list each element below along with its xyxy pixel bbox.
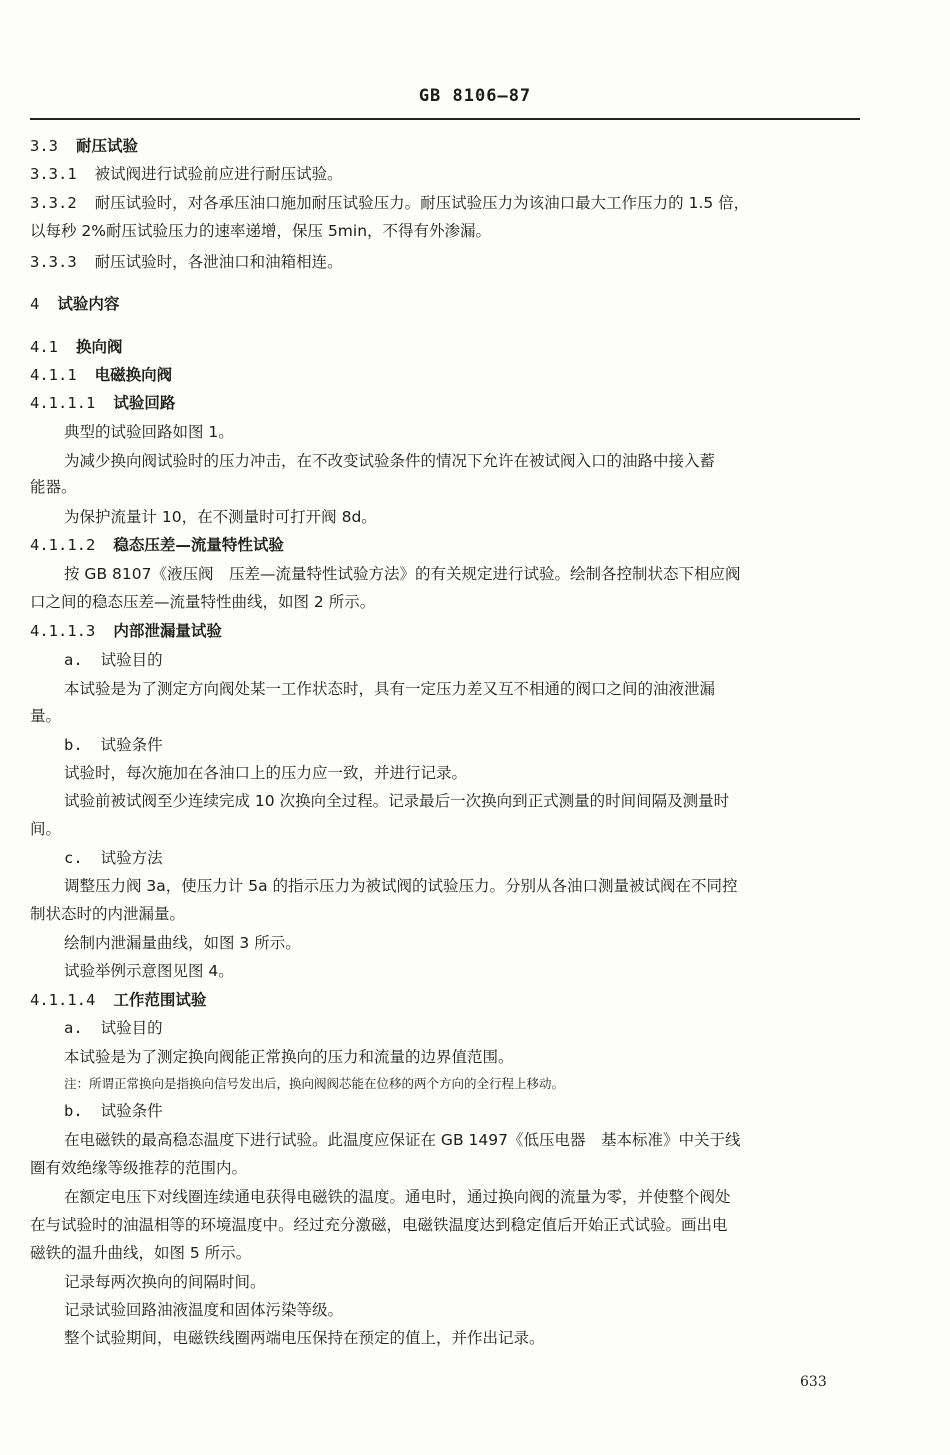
item-label: c.	[64, 849, 83, 867]
clause-3-3-1	[30, 163, 343, 185]
paragraph: 记录每两次换向的间隔时间。	[64, 1273, 266, 1291]
paragraph-continued: 能器。	[30, 478, 77, 496]
item-label: a.	[64, 651, 83, 669]
section-number: 4.1.1.3	[30, 622, 96, 640]
header-rule	[30, 118, 860, 120]
paragraph: 在额定电压下对线圈连续通电获得电磁铁的温度。通电时，通过换向阀的流量为零，并使整个阀处	[64, 1188, 731, 1206]
item-title: 试验目的	[100, 1019, 163, 1037]
section-title: 耐压试验	[76, 137, 139, 155]
item-title: 试验方法	[100, 849, 163, 867]
section-title: 内部泄漏量试验	[113, 622, 222, 640]
paragraph: 典型的试验回路如图 1。	[64, 423, 234, 441]
section-title: 工作范围试验	[113, 991, 207, 1009]
paragraph: 为减少换向阀试验时的压力冲击，在不改变试验条件的情况下允许在被试阀入口的油路中接入蓄	[64, 452, 716, 470]
section-title: 电磁换向阀	[94, 366, 173, 384]
section-number: 3.3	[30, 137, 58, 155]
clause-text: 耐压试验时，各泄油口和油箱相连。	[94, 253, 343, 271]
section-number: 3.3.2	[30, 194, 77, 212]
paragraph: 为保护流量计 10，在不测量时可打开阀 8d。	[64, 508, 377, 526]
paragraph: 绘制内泄漏量曲线，如图 3 所示。	[64, 934, 301, 952]
heading-4	[30, 293, 119, 315]
clause-3-3-3	[30, 251, 343, 273]
note: 注：所谓正常换向是指换向信号发出后，换向阀阀芯能在位移的两个方向的全行程上移动。	[64, 1076, 565, 1091]
item-b-heading	[64, 1100, 163, 1122]
heading-4-1-1	[30, 364, 172, 386]
section-title: 换向阀	[76, 338, 123, 356]
section-title: 稳态压差—流量特性试验	[113, 536, 284, 554]
section-number: 4.1.1	[30, 366, 77, 384]
section-number: 4.1.1.4	[30, 991, 96, 1009]
paragraph: 试验时，每次施加在各油口上的压力应一致，并进行记录。	[64, 764, 468, 782]
item-a-heading	[64, 649, 163, 671]
item-b-heading	[64, 734, 163, 756]
paragraph-continued: 在与试验时的油温相等的环境温度中。经过充分激磁，电磁铁温度达到稳定值后开始正式试验。画出电	[30, 1216, 728, 1234]
clause-3-3-2-line2: 以每秒 2%耐压试验压力的速率递增，保压 5min，不得有外渗漏。	[30, 222, 492, 240]
item-a-heading	[64, 1017, 163, 1039]
standard-number-header: GB 8106—87	[418, 86, 532, 106]
item-title: 试验条件	[100, 1102, 163, 1120]
paragraph: 试验前被试阀至少连续完成 10 次换向全过程。记录最后一次换向到正式测量的时间间隔及测量时	[64, 792, 730, 810]
paragraph-continued: 制状态时的内泄漏量。	[30, 905, 186, 923]
item-title: 试验目的	[100, 651, 163, 669]
item-title: 试验条件	[100, 736, 163, 754]
heading-4-1-1-2	[30, 534, 284, 556]
heading-4-1-1-1	[30, 392, 175, 414]
heading-4-1	[30, 336, 123, 358]
paragraph: 调整压力阀 3a，使压力计 5a 的指示压力为被试阀的试验压力。分别从各油口测量被试阀在不同控	[64, 877, 738, 895]
paragraph: 记录试验回路油液温度和固体污染等级。	[64, 1301, 344, 1319]
paragraph-continued: 量。	[30, 707, 62, 725]
section-number: 3.3.1	[30, 165, 77, 183]
page-number: 633	[800, 1374, 827, 1390]
clause-text: 耐压试验时，对各承压油口施加耐压试验压力。耐压试验压力为该油口最大工作压力的 1.5 倍，	[94, 194, 750, 212]
section-number: 4.1.1.2	[30, 536, 96, 554]
section-number: 3.3.3	[30, 253, 77, 271]
paragraph-continued: 间。	[30, 820, 62, 838]
item-label: b.	[64, 1102, 83, 1120]
section-number: 4	[30, 295, 40, 313]
paragraph-continued: 口之间的稳态压差—流量特性曲线，如图 2 所示。	[30, 593, 376, 611]
paragraph: 本试验是为了测定换向阀能正常换向的压力和流量的边界值范围。	[64, 1048, 514, 1066]
paragraph: 整个试验期间，电磁铁线圈两端电压保持在预定的值上，并作出记录。	[64, 1329, 545, 1347]
clause-text: 被试阀进行试验前应进行耐压试验。	[94, 165, 343, 183]
item-label: a.	[64, 1019, 83, 1037]
paragraph-continued: 磁铁的温升曲线，如图 5 所示。	[30, 1244, 252, 1262]
heading-3-3	[30, 135, 138, 157]
item-c-heading	[64, 847, 163, 869]
paragraph-continued: 圈有效绝缘等级推荐的范围内。	[30, 1159, 248, 1177]
section-number: 4.1.1.1	[30, 394, 96, 412]
paragraph: 本试验是为了测定方向阀处某一工作状态时，具有一定压力差又互不相通的阀口之间的油液泄漏	[64, 680, 716, 698]
paragraph: 在电磁铁的最高稳态温度下进行试验。此温度应保证在 GB 1497《低压电器 基本标准》中关于线	[64, 1131, 741, 1149]
item-label: b.	[64, 736, 83, 754]
heading-4-1-1-3	[30, 620, 222, 642]
paragraph: 按 GB 8107《液压阀 压差—流量特性试验方法》的有关规定进行试验。绘制各控制状态下相应阀	[64, 565, 741, 583]
clause-3-3-2-line1	[30, 192, 749, 214]
section-title: 试验回路	[113, 394, 176, 412]
section-title: 试验内容	[57, 295, 120, 313]
heading-4-1-1-4	[30, 989, 206, 1011]
paragraph: 试验举例示意图见图 4。	[64, 962, 234, 980]
section-number: 4.1	[30, 338, 58, 356]
